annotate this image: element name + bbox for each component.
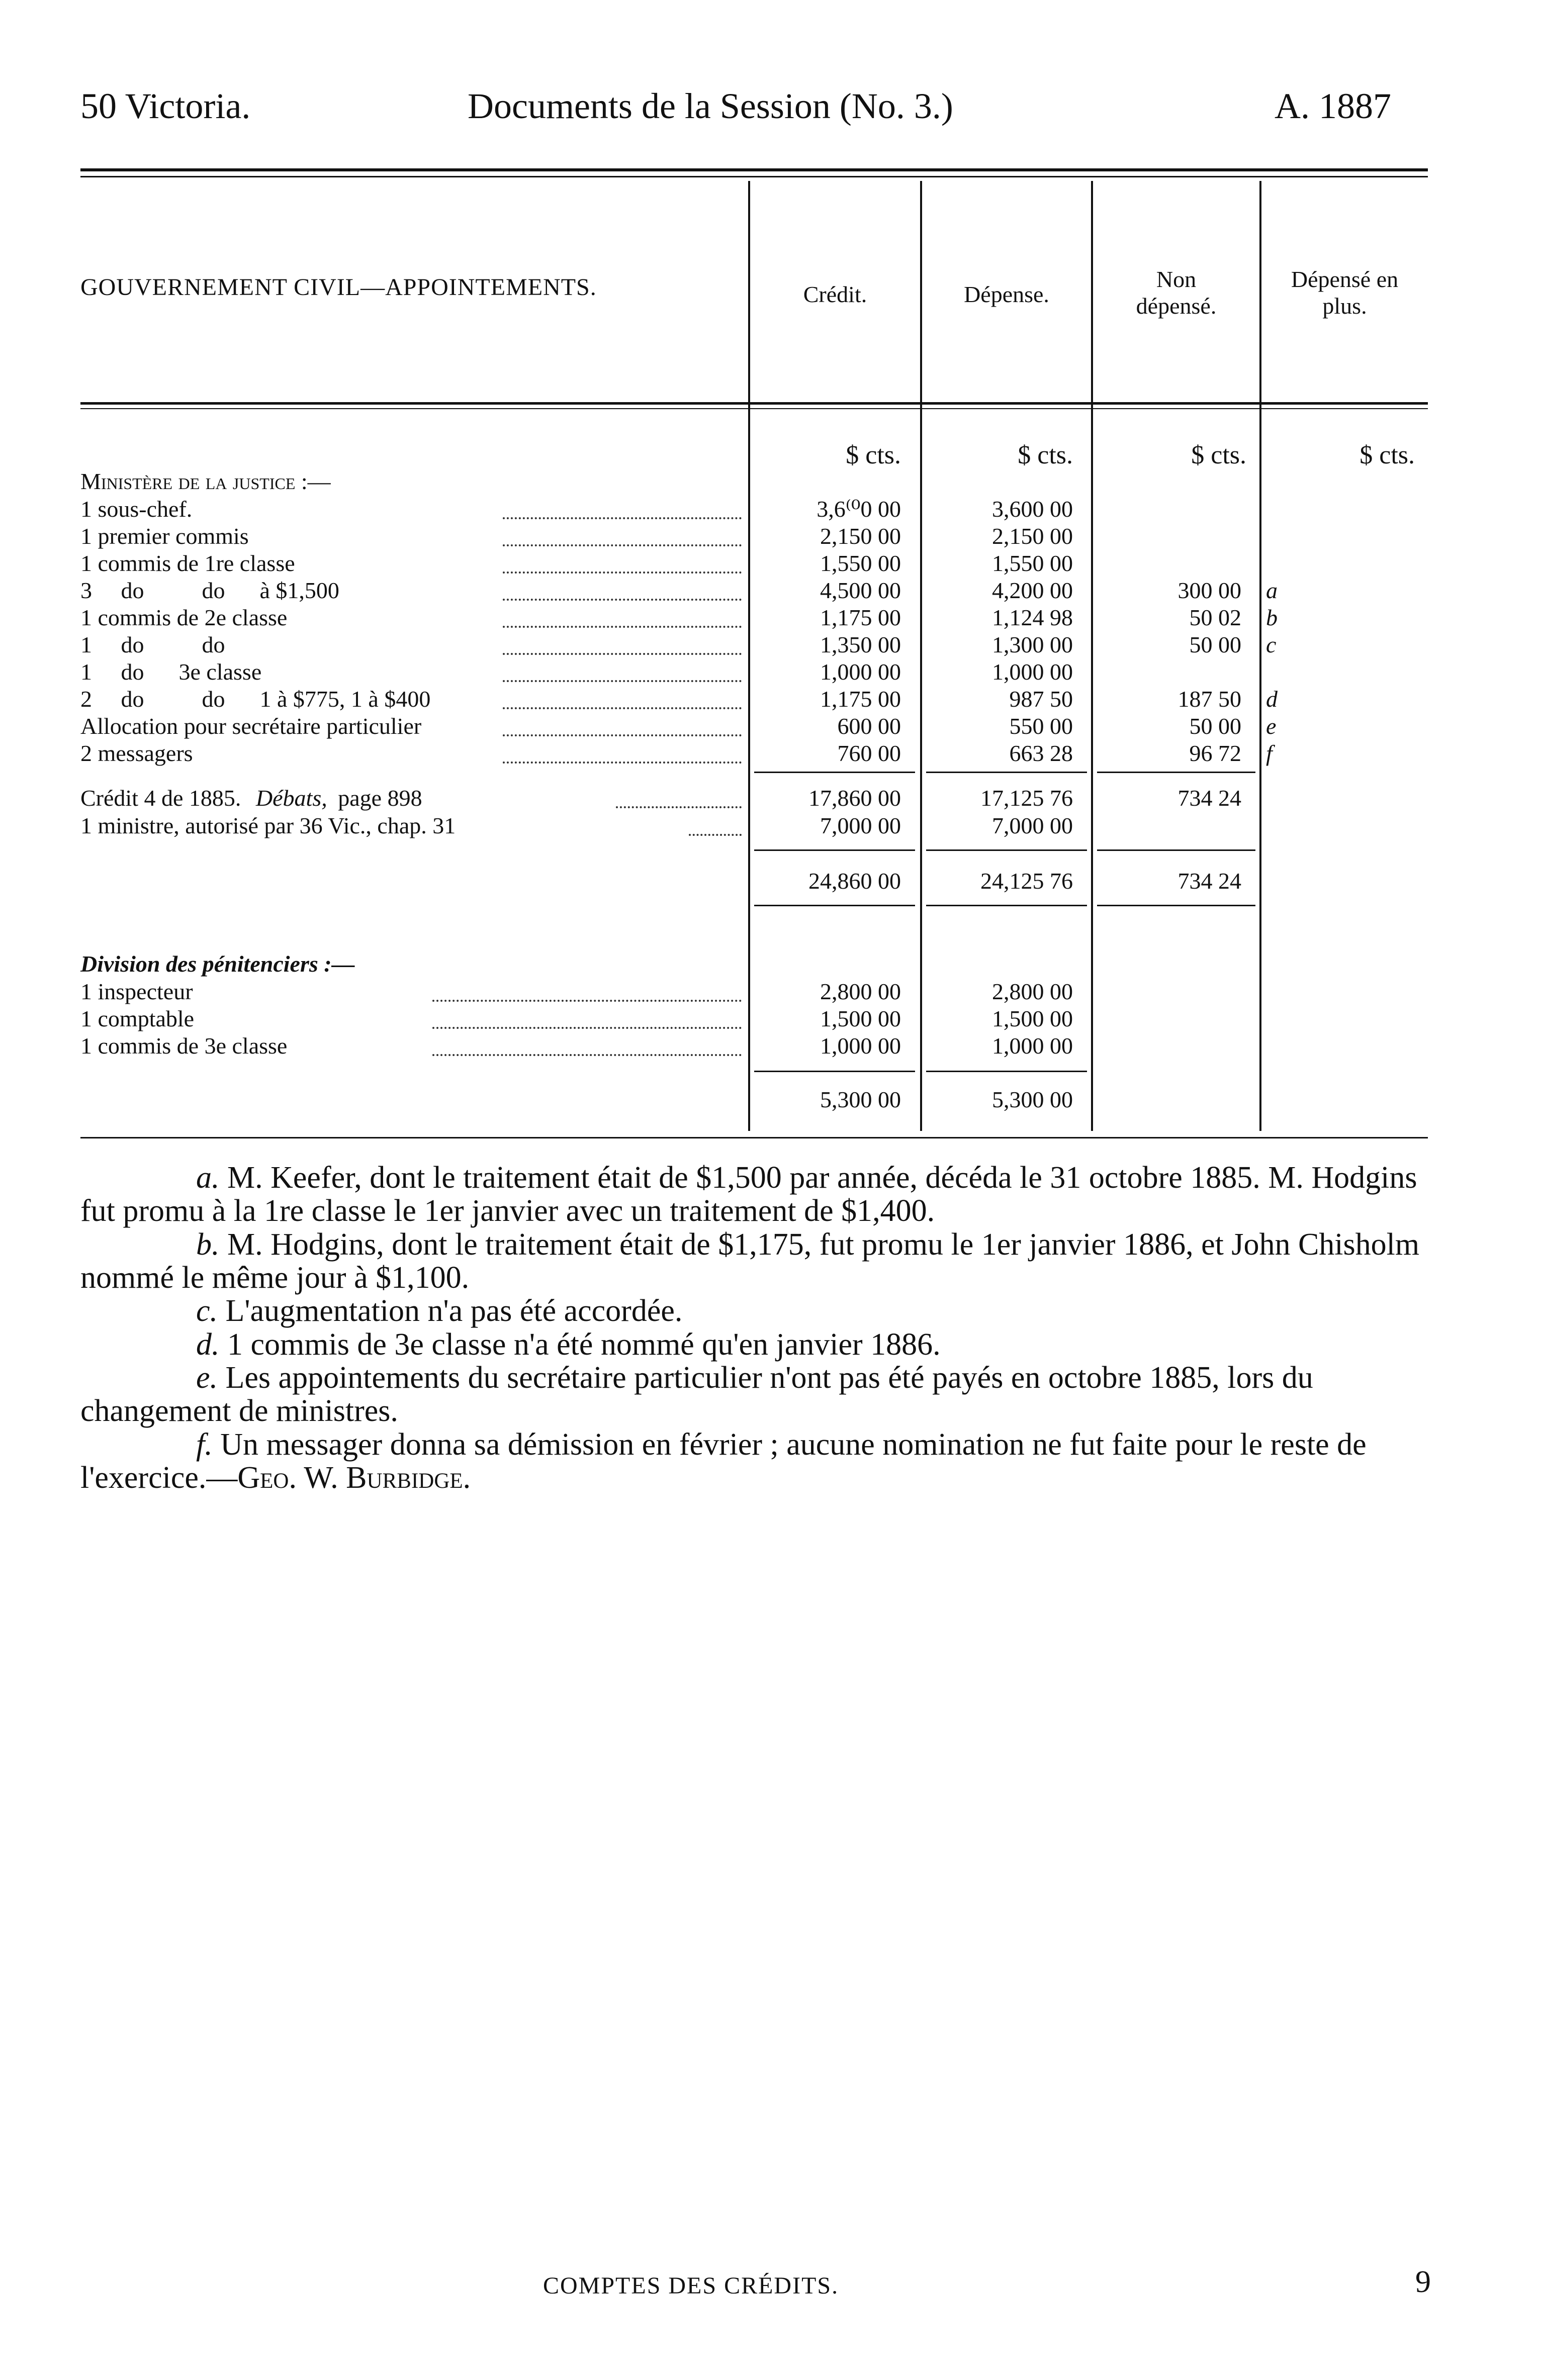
- table-header-rule-2: [80, 408, 1428, 409]
- total1-depense: 24,125 76: [980, 868, 1073, 894]
- div-row-credit: 2,800 00: [820, 979, 901, 1004]
- footnote-c-letter: c.: [196, 1294, 218, 1328]
- total1-rule-credit: [754, 849, 915, 851]
- total1-underrule-depense: [926, 905, 1087, 906]
- row-depense: 1,550 00: [992, 550, 1073, 576]
- div-row-leader: [432, 1027, 742, 1029]
- footnote-a-letter: a.: [196, 1161, 220, 1195]
- row-credit: 3,6⁽⁰0 00: [817, 496, 901, 522]
- credit4-label: [80, 787, 422, 810]
- credit4-depense: 17,125 76: [980, 785, 1073, 811]
- row-depense: 663 28: [1009, 740, 1073, 766]
- row-leader: [503, 680, 742, 682]
- footnote-b-text: M. Hodgins, dont le traitement était de $1,175, fut promu le 1er janvier 1886, et John Chisholm nommé le même jour à $1,100.: [80, 1227, 1420, 1295]
- footnote-b-letter: b.: [196, 1227, 220, 1262]
- credit4-credit: 17,860 00: [808, 785, 901, 811]
- footnote-c: [80, 1294, 1428, 1327]
- total1-non: 734 24: [1177, 868, 1241, 894]
- row-label: 1 sous-chef.: [80, 496, 193, 522]
- div-row-credit: 1,000 00: [820, 1033, 901, 1059]
- row-leader: [503, 544, 742, 546]
- row-non: 300 00: [1177, 578, 1241, 603]
- row-label: 3 do do à $1,500: [80, 578, 339, 603]
- subtotal-rule-non: [1097, 772, 1255, 773]
- row-depense: 2,150 00: [992, 523, 1073, 549]
- footnote-c-text: L'augmentation n'a pas été accordée.: [225, 1294, 683, 1328]
- unit-credit: $ cts.: [846, 441, 901, 469]
- row-depense: 550 00: [1009, 713, 1073, 739]
- row-leader: [503, 761, 742, 764]
- row-note: c: [1266, 632, 1277, 657]
- page-footer-title: COMPTES DES CRÉDITS.: [543, 2272, 839, 2299]
- col-plus: [1261, 266, 1428, 320]
- footnote-e-text: Les appointements du secrétaire particulier n'ont pas été payés en octobre 1885, lors du changement de ministres.: [80, 1360, 1313, 1429]
- div-row-label: 1 commis de 3e classe: [80, 1033, 288, 1059]
- row-depense: 1,300 00: [992, 632, 1073, 657]
- col-non: [1093, 266, 1259, 320]
- row-label: 1 do 3e classe: [80, 659, 262, 685]
- credit4-leader: [616, 806, 742, 808]
- unit-non: $ cts.: [1191, 441, 1246, 469]
- row-credit: 600 00: [837, 713, 901, 739]
- row-label: Allocation pour secrétaire particulier: [80, 713, 422, 739]
- unit-depense: $ cts.: [1018, 441, 1073, 469]
- footnote-d-text: 1 commis de 3e classe n'a été nommé qu'en janvier 1886.: [227, 1327, 941, 1362]
- footnote-b: [80, 1228, 1428, 1295]
- page-number: 9: [1415, 2265, 1431, 2299]
- row-non: 187 50: [1177, 686, 1241, 712]
- footnote-f-letter: f.: [196, 1427, 213, 1462]
- col-plus-line2: plus.: [1322, 293, 1367, 319]
- div-row-label: 1 comptable: [80, 1006, 195, 1031]
- footnote-a: [80, 1161, 1428, 1228]
- row-label: 1 commis de 2e classe: [80, 605, 288, 630]
- footnote-e-letter: e.: [196, 1360, 218, 1395]
- row-note: d: [1266, 686, 1278, 712]
- total1-credit: 24,860 00: [808, 868, 901, 894]
- row-credit: 1,000 00: [820, 659, 901, 685]
- credit4-non: 734 24: [1177, 785, 1241, 811]
- footnote-e: [80, 1361, 1428, 1428]
- credit4-label-b: Débats,: [255, 785, 327, 811]
- footnote-d-letter: d.: [196, 1327, 220, 1362]
- credit4-label-c: page 898: [338, 785, 422, 811]
- row-credit: 1,350 00: [820, 632, 901, 657]
- div-row-label: 1 inspecteur: [80, 979, 193, 1004]
- subtotal-rule-depense: [926, 772, 1087, 773]
- row-depense: 1,124 98: [992, 605, 1073, 630]
- row-label: 2 messagers: [80, 740, 193, 766]
- row-note: f: [1266, 740, 1273, 766]
- section-title: GOUVERNEMENT CIVIL—APPOINTEMENTS.: [80, 274, 597, 301]
- total1-rule-depense: [926, 849, 1087, 851]
- footnote-f: [80, 1428, 1428, 1495]
- footnote-f-signature: Geo. W. Burbidge.: [237, 1460, 471, 1495]
- row-label: 1 do do: [80, 632, 225, 657]
- div-row-leader: [432, 1054, 742, 1056]
- row-non: 50 02: [1189, 605, 1241, 630]
- total2-depense: 5,300 00: [992, 1087, 1073, 1112]
- row-leader: [503, 517, 742, 519]
- col-non-line1: Non: [1156, 266, 1197, 292]
- row-credit: 4,500 00: [820, 578, 901, 603]
- header-left: 50 Victoria.: [80, 86, 251, 126]
- row-credit: 760 00: [837, 740, 901, 766]
- row-note: a: [1266, 578, 1278, 603]
- footnote-a-text: M. Keefer, dont le traitement était de $1,500 par année, décéda le 31 octobre 1885. M. Hodgins fut promu à la 1re classe le 1er janvier avec un traitement de $1,400.: [80, 1161, 1417, 1228]
- total1-underrule-credit: [754, 905, 915, 906]
- row-credit: 2,150 00: [820, 523, 901, 549]
- row-depense: 987 50: [1009, 686, 1073, 712]
- row-credit: 1,175 00: [820, 605, 901, 630]
- div-row-credit: 1,500 00: [820, 1006, 901, 1031]
- credit4-label-a: Crédit 4 de 1885.: [80, 785, 241, 811]
- total2-credit: 5,300 00: [820, 1087, 901, 1112]
- div-row-depense: 2,800 00: [992, 979, 1073, 1004]
- header-rule-bottom: [80, 176, 1428, 177]
- col-non-line2: dépensé.: [1136, 293, 1217, 319]
- ministre-credit: 7,000 00: [820, 813, 901, 838]
- header-center: Documents de la Session (No. 3.): [468, 86, 953, 126]
- row-label: 1 premier commis: [80, 523, 249, 549]
- table-bottom-rule: [80, 1137, 1428, 1138]
- row-label: 1 commis de 1re classe: [80, 550, 295, 576]
- footnotes: [80, 1161, 1428, 1494]
- division-title: Division des pénitenciers :—: [80, 951, 355, 977]
- ministre-label: 1 ministre, autorisé par 36 Vic., chap. 31: [80, 813, 456, 838]
- row-credit: 1,175 00: [820, 686, 901, 712]
- row-note: e: [1266, 713, 1277, 739]
- total1-underrule-non: [1097, 905, 1255, 906]
- div-row-depense: 1,500 00: [992, 1006, 1073, 1031]
- col-divider-4: [1259, 181, 1261, 1131]
- div-row-depense: 1,000 00: [992, 1033, 1073, 1059]
- row-leader: [503, 572, 742, 574]
- row-note: b: [1266, 605, 1278, 630]
- div-row-leader: [432, 1000, 742, 1002]
- row-depense: 4,200 00: [992, 578, 1073, 603]
- row-leader: [503, 626, 742, 628]
- row-leader: [503, 599, 742, 601]
- col-depense: Dépense.: [964, 281, 1049, 307]
- header-right: A. 1887: [1275, 86, 1391, 126]
- row-label: 2 do do 1 à $775, 1 à $400: [80, 686, 431, 712]
- row-non: 50 00: [1189, 632, 1241, 657]
- row-leader: [503, 707, 742, 709]
- row-leader: [503, 734, 742, 736]
- total1-rule-non: [1097, 849, 1255, 851]
- ministry-title: Ministère de la justice :—: [80, 468, 331, 494]
- col-plus-line1: Dépensé en: [1291, 266, 1399, 292]
- col-credit: Crédit.: [803, 281, 867, 307]
- table-header-rule-1: [80, 402, 1428, 405]
- row-leader: [503, 653, 742, 655]
- footnote-d: [80, 1328, 1428, 1361]
- total2-rule-credit: [754, 1071, 915, 1072]
- ministre-leader: [689, 834, 742, 836]
- footnote-f-text: Un messager donna sa démission en février ; aucune nomination ne fut faite pour le reste de l'exercice.—: [80, 1427, 1367, 1495]
- subtotal-rule-credit: [754, 772, 915, 773]
- row-depense: 3,600 00: [992, 496, 1073, 522]
- unit-plus: $ cts.: [1359, 441, 1415, 469]
- row-credit: 1,550 00: [820, 550, 901, 576]
- header-rule-top: [80, 168, 1428, 171]
- row-non: 96 72: [1189, 740, 1241, 766]
- ministre-depense: 7,000 00: [992, 813, 1073, 838]
- row-non: 50 00: [1189, 713, 1241, 739]
- total2-rule-depense: [926, 1071, 1087, 1072]
- row-depense: 1,000 00: [992, 659, 1073, 685]
